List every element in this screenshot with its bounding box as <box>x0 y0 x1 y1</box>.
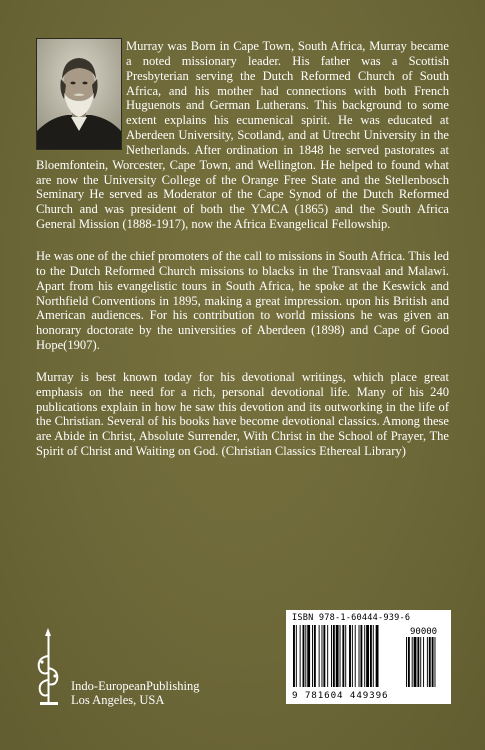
barcode-bar <box>323 625 325 687</box>
barcode-bar <box>305 625 306 687</box>
author-biography <box>36 39 449 459</box>
publisher-imprint <box>71 679 199 707</box>
barcode-bar <box>364 625 365 687</box>
barcode-bar <box>342 625 344 687</box>
barcode-bar <box>293 625 295 687</box>
barcode-bar <box>359 625 360 687</box>
barcode-bar <box>303 625 305 687</box>
barcode-addon-bar <box>432 637 434 687</box>
barcode-bar <box>319 625 320 687</box>
publisher-location: Los Angeles, USA <box>71 693 165 707</box>
barcode-bar <box>331 625 332 687</box>
barcode-bar <box>352 625 353 687</box>
barcode-addon-bar <box>429 637 431 687</box>
barcode-addon-bar <box>417 637 419 687</box>
isbn-number <box>292 613 447 623</box>
barcode-bar <box>355 625 356 687</box>
isbn-line: ISBN 978-1-60444-939-6 <box>292 613 411 623</box>
barcode-bar <box>312 625 313 687</box>
barcode-bar <box>370 625 372 687</box>
barcode-bar <box>349 625 351 687</box>
barcode-bar <box>314 625 316 687</box>
barcode-addon-bar <box>408 637 410 687</box>
barcode-bar <box>376 625 379 687</box>
barcode-bar <box>345 625 346 687</box>
barcode-bar <box>366 625 369 687</box>
barcode-bar <box>307 625 310 687</box>
barcode-addon-bar <box>406 637 407 687</box>
barcode-addon-bar <box>420 637 421 687</box>
barcode-addon-bar <box>427 637 428 687</box>
bio-paragraph: Murray is best known today for his devotional writings, which place great emphasis on the need for a rich, personal devotional life. Many of his 240 publications explain in how he saw this devotion and its outworking in the life of the Christian. Several of his books have become devotional classics. Among these are Abide in Christ, Absolute Surrender, With Christ in the School of Prayer, The Spirit of Christ and Waiting on God. (Christian Classics Ethereal Library) <box>36 369 449 459</box>
publisher-logo-icon <box>34 628 64 708</box>
barcode-addon-bar <box>414 637 417 687</box>
publisher-name: Indo-EuropeanPublishing <box>71 679 200 693</box>
barcode-bar <box>296 625 297 687</box>
price-code: 90000 <box>410 627 438 637</box>
barcode-bar <box>300 625 301 687</box>
barcode-bar <box>340 625 341 687</box>
bio-paragraph: He was one of the chief promoters of the call to missions in South Africa. This led to the Dutch Reformed Church missions to blacks in the Transvaal and Malawi. Apart from his evangelistic tours in South Africa, he spoke at the Keswick and Northfield Conventions in 1895, making a great impression. upon his British and American audiences. For his contribution to world missions he was given an honorary doctorate by the universities of Aberdeen (1898) and Cape of Good Hope(1907). <box>36 248 449 353</box>
barcode-bar <box>336 625 339 687</box>
bio-paragraph: Murray was Born in Cape Town, South Africa, Murray became a noted missionary leader. His father was a Scottish Presbyterian serving the Dutch Reformed Church of South Africa, and his mother had connections with both French Huguenots and German Lutherans. This background to some extent explains his ecumenical spirit. He was educated at Aberdeen University, Scotland, and at Utrecht University in the Netherlands. After ordination in 1848 he served pastorates at Bloemfontein, Worcester, Cape Town, and Wellington. He helped to found what are now the University College of the Orange Free State and the Stellenbosch Seminary He served as Moderator of the Cape Synod of the Dutch Reformed Church and was president of both the YMCA (1865) and the South Africa General Mission (1888-1917), now the Africa Evangelical Fellowship. <box>36 39 449 232</box>
barcode-bar <box>327 625 328 687</box>
barcode-addon-bar <box>412 637 413 687</box>
barcode-addon-bar <box>423 637 424 687</box>
barcode-bars <box>292 625 447 689</box>
ean-digits: 9 781604 449396 <box>292 690 389 701</box>
barcode-addon-bar <box>435 637 436 687</box>
barcode-bar <box>333 625 335 687</box>
barcode-bar <box>373 625 374 687</box>
barcode-bar <box>322 625 323 687</box>
barcode-bar <box>360 625 362 687</box>
portrait-spacer <box>36 39 126 151</box>
isbn-barcode <box>286 610 451 704</box>
